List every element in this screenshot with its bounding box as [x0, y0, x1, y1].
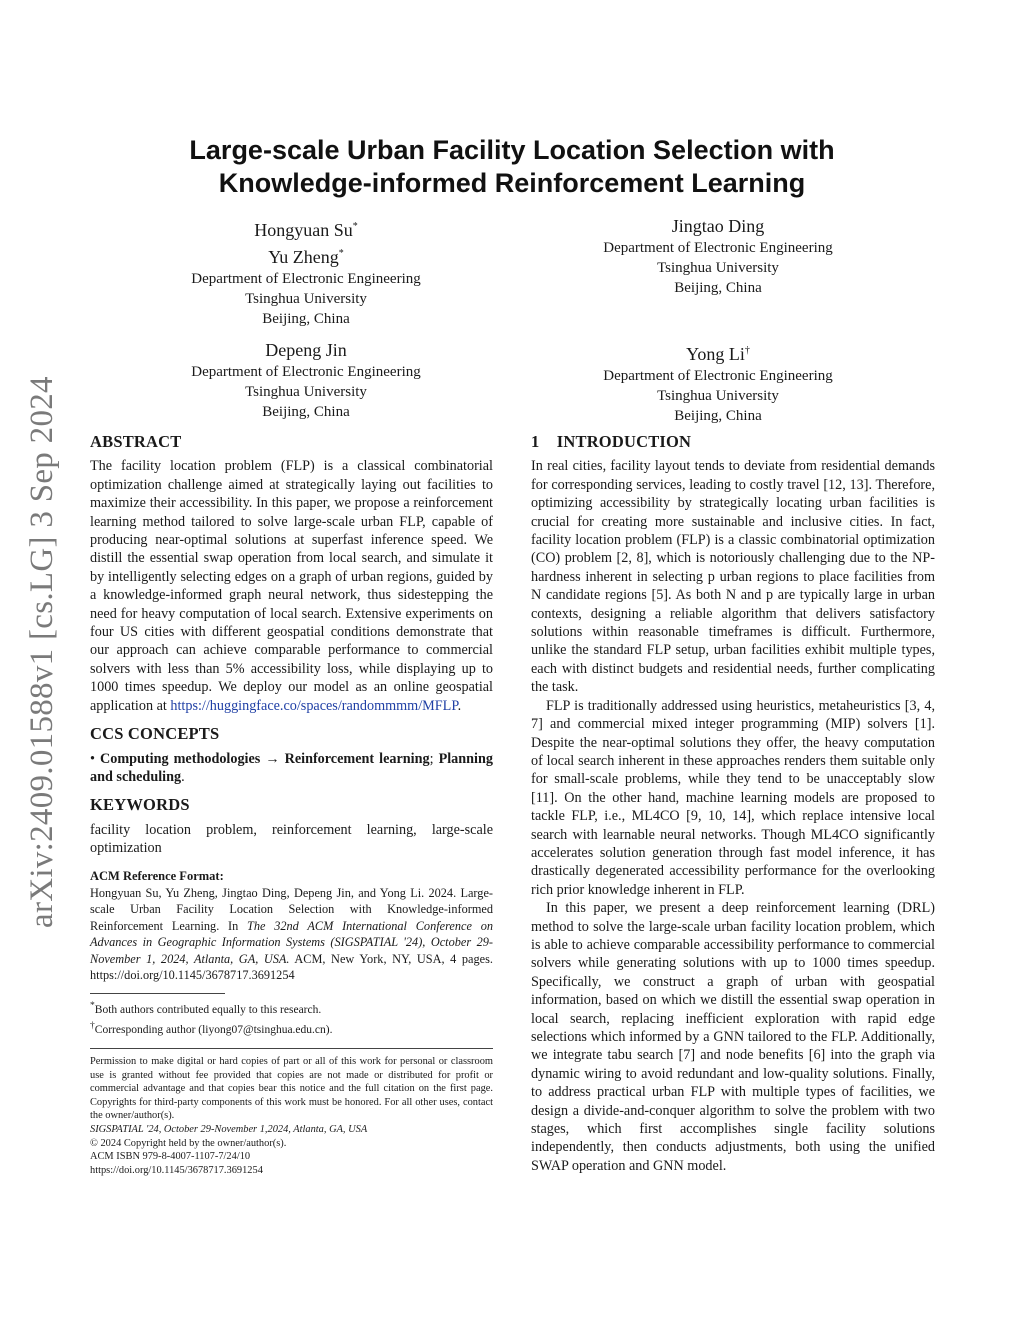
right-column: [531, 433, 935, 1175]
title-line-2: Knowledge-informed Reinforcement Learning: [218, 168, 806, 198]
keywords-text: facility location problem, reinforcement learning, large-scale optimization: [90, 821, 493, 857]
intro-heading: 1 INTRODUCTION: [531, 432, 692, 451]
author-dept: Department of Electronic Engineering: [191, 364, 421, 380]
footnote-divider: [90, 993, 225, 994]
author-dept: Department of Electronic Engineering: [603, 240, 833, 256]
arxiv-stamp: arXiv:2409.01588v1 [cs.LG] 3 Sep 2024: [24, 376, 60, 928]
author-block-li: [580, 339, 856, 426]
author-univ: Tsinghua University: [657, 260, 779, 276]
author-univ: Tsinghua University: [245, 291, 367, 307]
keywords-heading: KEYWORDS: [90, 795, 190, 815]
abstract-heading: ABSTRACT: [90, 432, 182, 451]
acm-ref-heading: ACM Reference Format:: [90, 868, 224, 883]
author-name-jin: Depeng Jin: [265, 340, 347, 360]
intro-paragraph-1: In real cities, facility layout tends to deviate from residential demands for corresponding services, leading to costly travel [12, 13]. Therefore, optimizing accessibility by strategically locating urban facilities is crucial for creating more sustainable and inclusive cities. In fact, facility location problem (FLP) is a classic combinatorial optimization (CO) problem [2, 8], which is notoriously challenging due to the NP-hardness inherent in selecting p urban regions to place facilities from N candidate regions [5]. As both N and p are typically large in urban contexts, designing a reliable algorithm that delivers satisfactory solutions within reasonable timeframes is difficult. Furthermore, unlike the standard FLP setup, urban facilities exhibit multiple types, each with distinct budgets and residential needs, further complicating the task.: [531, 458, 935, 696]
corresponding-mark: †: [744, 345, 750, 356]
author-name-zheng: Yu Zheng: [268, 247, 339, 267]
author-block-jin: [170, 339, 442, 422]
author-block-ding: [580, 215, 856, 298]
permission-copyright: © 2024 Copyright held by the owner/author(s).: [90, 1137, 287, 1149]
author-dept: Department of Electronic Engineering: [191, 271, 421, 287]
author-block-su-zheng: [170, 215, 442, 329]
author-name-li: Yong Li: [686, 344, 745, 364]
ccs-heading: CCS CONCEPTS: [90, 724, 220, 744]
permission-doi: https://doi.org/10.1145/3678717.3691254: [90, 1164, 263, 1176]
author-univ: Tsinghua University: [657, 388, 779, 404]
intro-paragraph-2: FLP is traditionally addressed using heuristics, metaheuristics [3, 4, 7] and commercial mixed integer programming (MIP) solvers [1]. Despite the near-optimal solutions they offer, the heavy computation of local search inherent in these approaches renders them suitable only for small-scale problems, while they tend to be unacceptably slow [11]. On the other hand, machine learning models are proposed to tackle FLP, i.e., ML4CO [9, 10, 14], which replace intensive local search with learnable neural networks. Though ML4CO significantly accelerates solution generation through fast model inference, it has drastically degenerated accessibility performance for the overlooking rich prior knowledge inherent in FLP.: [531, 697, 935, 898]
equal-contrib-mark: *: [338, 248, 344, 259]
author-name-ding: Jingtao Ding: [671, 216, 765, 236]
title-line-1: Large-scale Urban Facility Location Selection with: [189, 135, 835, 165]
author-city: Beijing, China: [262, 404, 350, 420]
abstract-text: The facility location problem (FLP) is a classical combinatorial optimization challenge aimed at strategically laying out facilities to maximize their accessibility. In this paper, we propose a reinforcement learning method tailored to solve large-scale urban FLP, capable of producing near-optimal solutions at superfast inference speed. We distill the essential swap operation from local search, and simulate it by intelligently selecting edges on a graph of urban regions, guided by a knowledge-informed graph neural network, thus sidestepping the need for heavy computation of local search. Extensive experiments on four US cities with different geospatial conditions demonstrate that our approach can achieve comparable performance to commercial solvers with less than 5% accessibility loss, while displaying up to 1000 times speedup. We deploy our model as an online geospatial application at https://huggingface.co/spaces/randommmm/MFLP.: [90, 458, 493, 714]
footnote-corresponding: †Corresponding author (liyong07@tsinghua.edu.cn).: [90, 1020, 333, 1037]
permission-block: [90, 1055, 493, 1177]
author-name-su: Hongyuan Su: [254, 220, 353, 240]
demo-link[interactable]: https://huggingface.co/spaces/randommmm/MFLP: [170, 697, 458, 714]
author-city: Beijing, China: [674, 280, 762, 296]
equal-contrib-mark: *: [352, 221, 358, 232]
author-city: Beijing, China: [262, 311, 350, 327]
intro-paragraph-3: In this paper, we present a deep reinforcement learning (DRL) method to solve the large-scale urban facility location problem, which is able to achieve comparable accessibility performance to commercial solvers while generating solutions with up to 1000 times speedup. Specifically, we construct a graph of urban with geospatial information, based on which we distill the essential swap operation in local search, replacing inefficient exploration with rapid edge selections which informed by a GNN tailored to the FLP. Additionally, we integrate tabu search [7] and node benefits [6] into the graph via dynamic wiring to avoid redundant and low-quality solutions. Finally, to address practical urban FLP with multiple types of facilities, we design a divide-and-conquer algorithm to solve the problem with two stages, which first accomplishes single facility solutions independently, then conducts adjustments, both using the unified SWAP operation and GNN model.: [531, 900, 935, 1174]
author-dept: Department of Electronic Engineering: [603, 368, 833, 384]
permission-divider: [90, 1048, 493, 1049]
acm-ref-text: Hongyuan Su, Yu Zheng, Jingtao Ding, Depeng Jin, and Yong Li. 2024. Large-scale Urban Facility Location Selection with Knowledge-informed Reinforcement Learning. In The 32nd ACM International Conference on Advances in Geographic Information Systems (SIGSPATIAL '24), October 29-November 1, 2024, Atlanta, GA, USA. ACM, New York, NY, USA, 4 pages. https://doi.org/10.1145/3678717.3691254: [90, 885, 493, 982]
paper-title: [100, 134, 924, 200]
author-city: Beijing, China: [674, 408, 762, 424]
left-column: [90, 433, 493, 1177]
author-univ: Tsinghua University: [245, 384, 367, 400]
footnote-equal: *Both authors contributed equally to this research.: [90, 1000, 322, 1017]
permission-text: Permission to make digital or hard copies of part or all of this work for personal or classroom use is granted without fee provided that copies are not made or distributed for profit or commercial advantage and that copies bear this notice and the full citation on the first page. Copyrights for third-party components of this work must be honored. For all other uses, contact the owner/author(s).: [90, 1056, 493, 1122]
ccs-concepts: • Computing methodologies → Reinforcement learning; Planning and scheduling.: [90, 750, 493, 785]
permission-isbn: ACM ISBN 979-8-4007-1107-7/24/10: [90, 1151, 251, 1163]
permission-venue: SIGSPATIAL '24, October 29-November 1,2024, Atlanta, GA, USA: [90, 1124, 368, 1135]
